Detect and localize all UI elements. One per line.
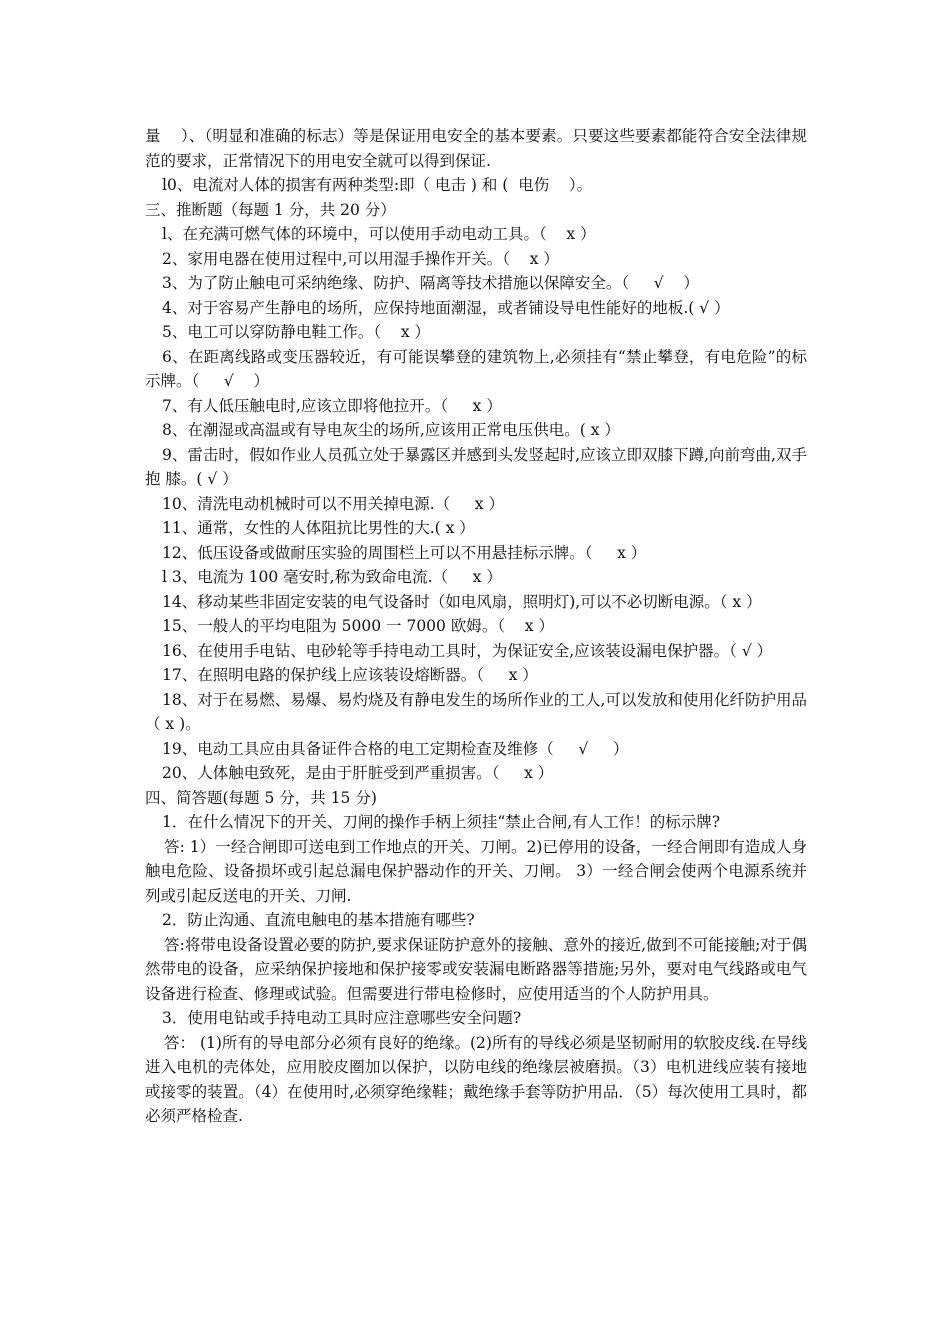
judgement-item-7: 7、有人低压触电时,应该立即将他拉开。（ x ） <box>162 396 502 415</box>
section-heading-judgement: 三、推断题（每题 1 分，共 20 分） <box>145 200 396 219</box>
section-heading-short-answer: 四、简答题(每题 5 分，共 15 分) <box>145 788 377 807</box>
judgement-item-1: l、在充满可燃气体的环境中，可以使用手动电动工具。（ x ） <box>162 225 596 243</box>
judgement-item-19: 19、电动工具应由具备证件合格的电工定期检查及维修（ √ ） <box>162 739 629 758</box>
judgement-item-20: 20、人体触电致死，是由于肝脏受到严重损害。（ x ） <box>162 764 554 782</box>
judgement-item-9: 9、雷击时，假如作业人员孤立处于暴露区并感到头发竖起时,应该立即双膝下蹲,向前弯曲,双手抱 膝。( √ ） <box>145 445 807 488</box>
judgement-item-6: 6、在距离线路或变压器较近，有可能误攀登的建筑物上,必须挂有“禁止攀登，有电危险”的标示牌。（ √ ） <box>145 347 807 390</box>
judgement-item-4: 4、对于容易产生静电的场所，应保持地面潮湿，或者铺设导电性能好的地板.( √ ） <box>162 298 730 317</box>
judgement-item-16: 16、在使用手电钻、电砂轮等手持电动工具时，为保证安全,应该装设漏电保护器。（ √ ） <box>162 641 773 660</box>
question-1: 1．在什么情况下的开关、刀闸的操作手柄上须挂“禁止合闸,有人工作！的标示牌? <box>162 813 721 831</box>
judgement-item-3: 3、为了防止触电可采纳绝缘、防护、隔离等技术措施以保障安全。（ √ ） <box>162 274 699 292</box>
judgement-item-13: l 3、电流为 100 毫安时,称为致命电流.（ x ） <box>162 568 502 586</box>
judgement-item-8: 8、在潮湿或高温或有导电灰尘的场所,应该用正常电压供电。( x ） <box>162 421 620 439</box>
paragraph-continuation: 量 ）、（明显和准确的标志）等是保证用电安全的基本要素。只要这些要素都能符合安全法律规范的要求，正常情况下的用电安全就可以得到保证. <box>145 127 807 170</box>
judgement-item-15: 15、一般人的平均电阻为 5000 一 7000 欧姆。（ x ） <box>162 617 554 635</box>
question-3: 3．使用电钻或手持电动工具时应注意哪些安全问题? <box>162 1009 522 1027</box>
judgement-item-14: 14、移动某些非固定安装的电气设备时（如电风扇，照明灯),可以不必切断电源。（ x ） <box>162 592 762 611</box>
answer-3: 答： (1)所有的导电部分必须有良好的绝缘。(2)所有的导线必须是坚韧耐用的软胶皮线.在导线进入电机的壳体处，应用胶皮圈加以保护，以防电线的绝缘层被磨损。（3）电机进线应装有接地或接零的装置。（4）在使用时,必须穿绝缘鞋；戴绝缘手套等防护用品．（5）每次使用工具时，都必须严格检查. <box>145 1033 807 1125</box>
judgement-item-2: 2、家用电器在使用过程中,可以用湿手操作开关。（ x ） <box>162 249 559 268</box>
document-body <box>145 124 807 1129</box>
judgement-item-5: 5、电工可以穿防静电鞋工作。（ x ） <box>162 323 430 341</box>
answer-2: 答:将带电设备设置必要的防护,要求保证防护意外的接触、意外的接近,做到不可能接触;对于偶然带电的设备，应采纳保护接地和保护接零或安装漏电断路器等措施;另外，要对电气线路或电气设备进行检查、修理或试验。但需要进行带电检修时，应使用适当的个人防护用具。 <box>145 935 807 1003</box>
judgement-item-17: 17、在照明电路的保护线上应该装设熔断器。（ x ） <box>162 666 538 684</box>
answer-1: 答: 1）一经合闸即可送电到工作地点的开关、刀闸。2)已停用的设备，一经合闸即有造成人身触电危险、设备损坏或引起总漏电保护器动作的开关、刀闸。 3）一经合闸会使两个电源系统并列或引起反送电的开关、刀闸. <box>145 837 807 905</box>
judgement-item-12: 12、低压设备或做耐压实验的周围栏上可以不用悬挂标示牌。（ x ） <box>162 543 647 562</box>
question-2: 2．防止沟通、直流电触电的基本措施有哪些? <box>162 911 475 929</box>
judgement-item-11: 11、通常，女性的人体阻抗比男性的大.( x ） <box>162 519 475 537</box>
judgement-item-18: 18、对于在易燃、易爆、易灼烧及有静电发生的场所作业的工人,可以发放和使用化纤防护用品（ x )。 <box>145 690 807 733</box>
fill-blank-item-10: l0、电流对人体的损害有两种类型:即（ 电击 ) 和 ( 电伤 ）。 <box>162 176 593 194</box>
judgement-item-10: 10、清洗电动机械时可以不用关掉电源.（ x ） <box>162 494 504 513</box>
